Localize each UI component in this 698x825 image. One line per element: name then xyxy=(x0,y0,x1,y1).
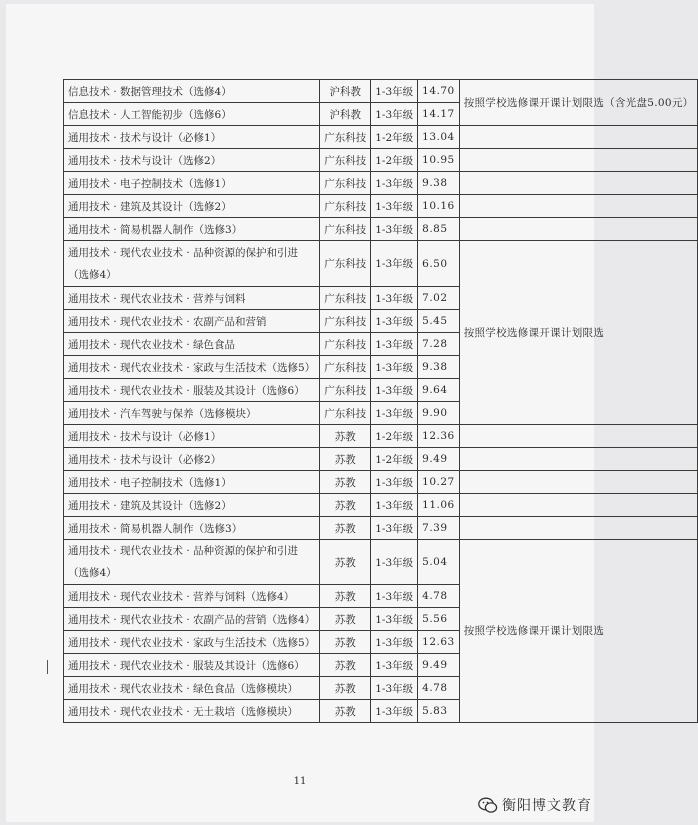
textbook-name-cell: 通用技术 · 现代农业技术 · 家政与生活技术（选修5） xyxy=(64,356,320,379)
grade-cell: 1-2年级 xyxy=(371,149,418,172)
price-cell: 14.17 xyxy=(418,103,460,126)
empty-note-cell xyxy=(459,448,698,471)
table-row xyxy=(64,471,698,494)
publisher-cell: 苏教 xyxy=(320,631,371,654)
table-row xyxy=(64,172,698,195)
price-cell: 7.39 xyxy=(418,517,460,540)
publisher-cell: 广东科技 xyxy=(320,126,371,149)
price-cell: 9.49 xyxy=(418,654,460,677)
selection-note-cell: 按照学校选修课开课计划限选 xyxy=(459,241,698,425)
selection-note-cell: 按照学校选修课开课计划限选（含光盘5.00元） xyxy=(459,80,698,126)
empty-note-cell xyxy=(459,218,698,241)
textbook-name-cell: 通用技术 · 现代农业技术 · 服装及其设计（选修6） xyxy=(64,654,320,677)
textbook-name-cell: 信息技术 · 数据管理技术（选修4） xyxy=(64,80,320,103)
table-row xyxy=(64,517,698,540)
textbook-name-cell: 通用技术 · 技术与设计（必修2） xyxy=(64,448,320,471)
empty-note-cell xyxy=(459,195,698,218)
textbook-name-cell: 通用技术 · 技术与设计（选修2） xyxy=(64,149,320,172)
table-row xyxy=(64,149,698,172)
publisher-cell: 广东科技 xyxy=(320,310,371,333)
textbook-table-body xyxy=(64,80,698,723)
grade-cell: 1-3年级 xyxy=(371,241,418,287)
grade-cell: 1-3年级 xyxy=(371,310,418,333)
textbook-name-cell: 通用技术 · 现代农业技术 · 绿色食品（选修模块） xyxy=(64,677,320,700)
textbook-name-cell: 通用技术 · 现代农业技术 · 营养与饲料（选修4） xyxy=(64,585,320,608)
table-row xyxy=(64,241,698,287)
grade-cell: 1-3年级 xyxy=(371,287,418,310)
publisher-cell: 广东科技 xyxy=(320,402,371,425)
grade-cell: 1-2年级 xyxy=(371,425,418,448)
watermark-text: 衡阳博文教育 xyxy=(502,798,592,814)
price-cell: 5.56 xyxy=(418,608,460,631)
publisher-cell: 广东科技 xyxy=(320,241,371,287)
price-cell: 9.38 xyxy=(418,172,460,195)
grade-cell: 1-2年级 xyxy=(371,126,418,149)
grade-cell: 1-3年级 xyxy=(371,402,418,425)
publisher-cell: 广东科技 xyxy=(320,149,371,172)
grade-cell: 1-3年级 xyxy=(371,195,418,218)
wechat-icon xyxy=(478,797,498,814)
publisher-cell: 苏教 xyxy=(320,700,371,723)
price-cell: 4.78 xyxy=(418,585,460,608)
publisher-cell: 广东科技 xyxy=(320,195,371,218)
publisher-cell: 广东科技 xyxy=(320,356,371,379)
publisher-cell: 苏教 xyxy=(320,677,371,700)
grade-cell: 1-3年级 xyxy=(371,218,418,241)
price-cell: 12.36 xyxy=(418,425,460,448)
price-cell: 10.95 xyxy=(418,149,460,172)
price-cell: 12.63 xyxy=(418,631,460,654)
textbook-name-cell: 通用技术 · 建筑及其设计（选修2） xyxy=(64,195,320,218)
publisher-cell: 苏教 xyxy=(320,654,371,677)
price-cell: 11.06 xyxy=(418,494,460,517)
price-cell: 6.50 xyxy=(418,241,460,287)
textbook-name-cell: 通用技术 · 简易机器人制作（选修3） xyxy=(64,218,320,241)
empty-note-cell xyxy=(459,149,698,172)
empty-note-cell xyxy=(459,172,698,195)
textbook-name-cell: 通用技术 · 现代农业技术 · 家政与生活技术（选修5） xyxy=(64,631,320,654)
publisher-cell: 苏教 xyxy=(320,471,371,494)
wechat-watermark xyxy=(478,795,592,815)
publisher-cell: 苏教 xyxy=(320,425,371,448)
textbook-name-cell: 通用技术 · 现代农业技术 · 农副产品的营销（选修4） xyxy=(64,608,320,631)
empty-note-cell xyxy=(459,425,698,448)
table-row xyxy=(64,195,698,218)
grade-cell: 1-3年级 xyxy=(371,631,418,654)
price-cell: 10.16 xyxy=(418,195,460,218)
table-row xyxy=(64,218,698,241)
grade-cell: 1-3年级 xyxy=(371,333,418,356)
textbook-name-cell: 通用技术 · 建筑及其设计（选修2） xyxy=(64,494,320,517)
publisher-cell: 广东科技 xyxy=(320,287,371,310)
grade-cell: 1-3年级 xyxy=(371,654,418,677)
price-cell: 9.38 xyxy=(418,356,460,379)
table-row xyxy=(64,425,698,448)
textbook-name-cell: 通用技术 · 现代农业技术 · 无土栽培（选修模块） xyxy=(64,700,320,723)
grade-cell: 1-3年级 xyxy=(371,471,418,494)
textbook-name-cell: 通用技术 · 现代农业技术 · 绿色食品 xyxy=(64,333,320,356)
price-cell: 5.83 xyxy=(418,700,460,723)
grade-cell: 1-3年级 xyxy=(371,517,418,540)
empty-note-cell xyxy=(459,471,698,494)
textbook-name-cell: 通用技术 · 现代农业技术 · 品种资源的保护和引进（选修4） xyxy=(64,241,320,287)
textbook-name-cell: 通用技术 · 现代农业技术 · 营养与饲料 xyxy=(64,287,320,310)
table-row xyxy=(64,540,698,585)
price-cell: 7.02 xyxy=(418,287,460,310)
price-cell: 4.78 xyxy=(418,677,460,700)
publisher-cell: 苏教 xyxy=(320,608,371,631)
publisher-cell: 苏教 xyxy=(320,494,371,517)
price-cell: 14.70 xyxy=(418,80,460,103)
publisher-cell: 苏教 xyxy=(320,448,371,471)
selection-note-cell: 按照学校选修课开课计划限选 xyxy=(459,540,698,723)
grade-cell: 1-3年级 xyxy=(371,540,418,585)
publisher-cell: 沪科教 xyxy=(320,80,371,103)
textbook-name-cell: 通用技术 · 技术与设计（必修1） xyxy=(64,425,320,448)
textbook-name-cell: 信息技术 · 人工智能初步（选修6） xyxy=(64,103,320,126)
empty-note-cell xyxy=(459,494,698,517)
grade-cell: 1-3年级 xyxy=(371,80,418,103)
textbook-name-cell: 通用技术 · 简易机器人制作（选修3） xyxy=(64,517,320,540)
publisher-cell: 苏教 xyxy=(320,517,371,540)
publisher-cell: 广东科技 xyxy=(320,218,371,241)
table-row xyxy=(64,80,698,103)
textbook-name-cell: 通用技术 · 电子控制技术（选修1） xyxy=(64,172,320,195)
grade-cell: 1-3年级 xyxy=(371,379,418,402)
textbook-name-cell: 通用技术 · 技术与设计（必修1） xyxy=(64,126,320,149)
grade-cell: 1-3年级 xyxy=(371,356,418,379)
textbook-name-cell: 通用技术 · 现代农业技术 · 品种资源的保护和引进（选修4） xyxy=(64,540,320,585)
price-cell: 9.90 xyxy=(418,402,460,425)
price-cell: 5.45 xyxy=(418,310,460,333)
price-cell: 9.64 xyxy=(418,379,460,402)
publisher-cell: 苏教 xyxy=(320,585,371,608)
price-cell: 8.85 xyxy=(418,218,460,241)
grade-cell: 1-3年级 xyxy=(371,608,418,631)
price-cell: 10.27 xyxy=(418,471,460,494)
price-cell: 13.04 xyxy=(418,126,460,149)
publisher-cell: 苏教 xyxy=(320,540,371,585)
textbook-name-cell: 通用技术 · 现代农业技术 · 农副产品和营销 xyxy=(64,310,320,333)
grade-cell: 1-3年级 xyxy=(371,700,418,723)
page-number: 11 xyxy=(293,776,307,787)
publisher-cell: 广东科技 xyxy=(320,172,371,195)
grade-cell: 1-3年级 xyxy=(371,677,418,700)
grade-cell: 1-3年级 xyxy=(371,172,418,195)
grade-cell: 1-3年级 xyxy=(371,585,418,608)
textbook-table xyxy=(63,79,698,723)
empty-note-cell xyxy=(459,126,698,149)
publisher-cell: 沪科教 xyxy=(320,103,371,126)
publisher-cell: 广东科技 xyxy=(320,333,371,356)
publisher-cell: 广东科技 xyxy=(320,379,371,402)
grade-cell: 1-2年级 xyxy=(371,448,418,471)
table-row xyxy=(64,494,698,517)
textbook-name-cell: 通用技术 · 现代农业技术 · 服装及其设计（选修6） xyxy=(64,379,320,402)
table-row xyxy=(64,448,698,471)
price-cell: 9.49 xyxy=(418,448,460,471)
grade-cell: 1-3年级 xyxy=(371,103,418,126)
price-cell: 5.04 xyxy=(418,540,460,585)
table-row xyxy=(64,126,698,149)
margin-mark xyxy=(47,660,48,674)
grade-cell: 1-3年级 xyxy=(371,494,418,517)
textbook-name-cell: 通用技术 · 电子控制技术（选修1） xyxy=(64,471,320,494)
empty-note-cell xyxy=(459,517,698,540)
textbook-name-cell: 通用技术 · 汽车驾驶与保养（选修模块） xyxy=(64,402,320,425)
price-cell: 7.28 xyxy=(418,333,460,356)
